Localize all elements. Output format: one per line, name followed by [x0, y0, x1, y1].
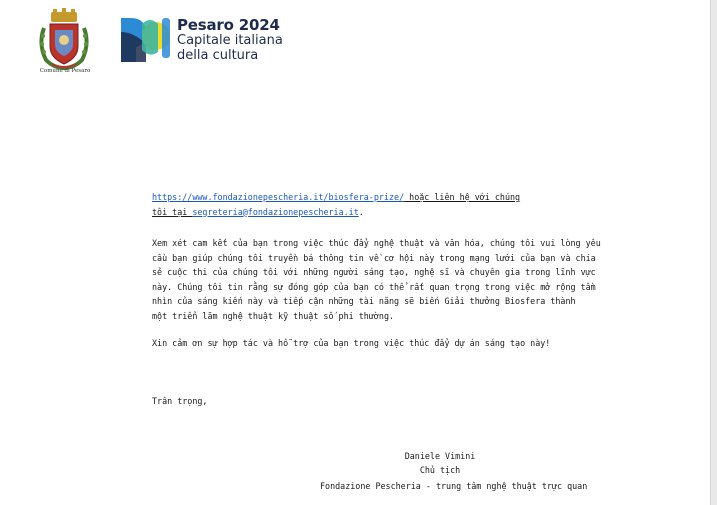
- paragraph-line: sẻ cuộc thi của chúng tôi với những người sáng tạo, nghệ sĩ và chuyên gia trong lĩnh vực: [152, 267, 596, 277]
- biosfera-prize-link[interactable]: https://www.fondazionepescheria.it/biosfera-prize/: [152, 192, 405, 202]
- contact-text-2: tôi tại: [152, 206, 193, 217]
- brand-subtitle: [177, 33, 283, 63]
- viewer-margin: [711, 0, 717, 505]
- paragraph-line: Xem xét cam kết của bạn trong việc thúc đẩy nghệ thuật và văn hóa, chúng tôi vui lòng yêu: [152, 238, 601, 248]
- thanks-paragraph: Xin cảm ơn sự hợp tác và hỗ trợ của bạn trong việc thúc đẩy dự án sáng tạo này!: [152, 338, 551, 348]
- email-link[interactable]: segreteria@fondazionepescheria.it: [192, 206, 359, 217]
- comune-di-pesaro-crest: [36, 8, 92, 72]
- paragraph-line: này. Chúng tôi tin rằng sự đóng góp của bạn có thể rất quan trọng trong việc mở rộng tầm: [152, 281, 596, 292]
- brand-subtitle-line1: Capitale italiana: [177, 33, 283, 48]
- crest-caption: Comune di Pesaro: [39, 68, 91, 74]
- signature-name: Daniele Vimini: [404, 451, 476, 461]
- paragraph-line: cầu bạn giúp chúng tôi truyền bá thông tin về cơ hội này trong mạng lưới của bạn và chia: [152, 252, 596, 263]
- signature-role: Chủ tịch: [419, 465, 461, 475]
- contact-text-3: .: [358, 206, 364, 217]
- paragraph-line: một triển lãm nghệ thuật kỹ thuật số phi thường.: [152, 310, 395, 321]
- contact-paragraph: [152, 190, 520, 219]
- brand-subtitle-line2: della cultura: [177, 48, 259, 63]
- brand-title: Pesaro 2024: [177, 16, 280, 34]
- pesaro-2024-logo-icon: [118, 14, 174, 64]
- contact-text-1: hoặc liên hệ với chúng: [404, 192, 521, 202]
- paragraph-line: nhìn của sáng kiến này và tiếp cận những tài năng sẽ biến Giải thưởng Biosfera thành: [152, 296, 576, 306]
- closing-salutation: Trân trọng,: [152, 396, 208, 406]
- signature-organization: Fondazione Pescheria - trung tâm nghệ thuật trực quan: [320, 481, 588, 491]
- request-paragraph: [152, 236, 601, 323]
